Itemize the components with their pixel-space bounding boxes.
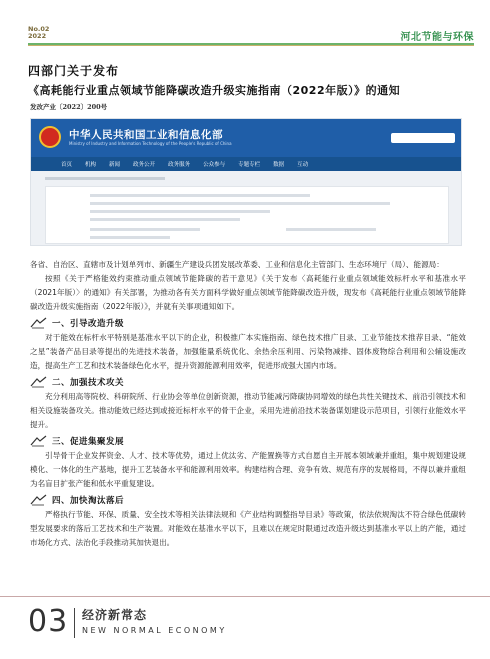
website-breadcrumb [45, 177, 165, 182]
issue-year: 2022 [28, 32, 47, 40]
section-heading [30, 434, 466, 448]
website-nav-item: 政务公开 [133, 162, 156, 168]
footer-rule [0, 596, 490, 597]
pen-stroke-icon [30, 376, 48, 388]
section-paragraph: 引导骨干企业发挥资金、人才、技术等优势，通过上优汰劣、产能置换等方式自愿自主开展本领域兼并重组，集中规划建设规模化、一体化的生产基地，提升工艺装备水平和能源利用效率。构建结构合理、竞争有效、规范有序的发展格局，不得以兼并重组为名盲目扩张产能和低水平重复建设。 [30, 451, 466, 488]
website-nav-item: 公众参与 [203, 162, 226, 168]
recipients-paragraph: 各省、自治区、直辖市及计划单列市、新疆生产建设兵团发展改革委、工业和信息化主管部门、生态环境厅（局）、能源局： [30, 260, 444, 269]
page-header [0, 0, 490, 44]
pen-stroke-icon [30, 435, 48, 447]
website-title-en: Ministry of Industry and Information Technology of the People's Republic of China [69, 141, 232, 146]
page-number: 03 [28, 604, 69, 639]
issue-number: No.02 [28, 25, 50, 33]
website-nav-item: 互动 [297, 162, 309, 168]
footer-separator [74, 608, 75, 638]
section-paragraph: 对于能效在标杆水平特别是基准水平以下的企业，积极推广本实施指南、绿色技术推广目录、工业节能技术推荐目录、“能效之星”装备产品目录等提出的先进技术装备，加强能量系统优化、余热余压利用、污染物减排、固体废物综合利用和公辅设施改造，提高生产工艺和技术装备绿色化水平，提升资源能源利用效率，促进形成强大国内市场。 [30, 333, 466, 370]
website-document-panel [45, 186, 449, 244]
section-heading-text: 一、引导改造升级 [52, 319, 125, 329]
section-heading [30, 316, 466, 330]
article-title-line2: 《高耗能行业重点领域节能降碳改造升级实施指南（2022年版）》的通知 [28, 84, 401, 97]
pen-stroke-icon [30, 494, 48, 506]
section-heading-text: 四、加快淘汰落后 [52, 496, 125, 506]
website-nav-item: 首页 [61, 162, 73, 168]
section-paragraph: 充分利用高等院校、科研院所、行业协会等单位创新资源，推动节能减污降碳协同增效的绿色共性关键技术、前沿引领技术和相关设施装备攻关。推动能效已经达到或接近标杆水平的骨干企业，采用先进前沿技术装备谋划建设示范项目，引领行业能效水平提升。 [30, 392, 466, 429]
column-title-en: NEW NORMAL ECONOMY [82, 626, 227, 635]
national-emblem-icon [39, 126, 61, 148]
website-nav-item: 专题专栏 [238, 162, 261, 168]
document-number: 发改产业〔2022〕200号 [30, 103, 108, 111]
website-nav-item: 机构 [85, 162, 97, 168]
website-title: 中华人民共和国工业和信息化部 [69, 129, 223, 141]
article-body [30, 258, 466, 550]
website-search-box [391, 133, 455, 143]
article-title-line1: 四部门关于发布 [28, 64, 120, 78]
section-heading-text: 三、促进集聚发展 [52, 437, 125, 447]
section-title: 河北节能与环保 [400, 32, 474, 43]
website-screenshot [30, 118, 462, 246]
website-nav-item: 数据 [273, 162, 285, 168]
pen-stroke-icon [30, 317, 48, 329]
section-heading-text: 二、加强技术攻关 [52, 378, 125, 388]
intro-paragraph: 按照《关于严格能效约束推动重点领域节能降碳的若干意见》《关于发布〈高耗能行业重点领域能效标杆水平和基准水平（2021年版）〉的通知》有关部署，为推动各有关方面科学做好重点领域节能降碳改造升级，现发布《高耗能行业重点领域节能降碳改造升级实施指南（2022年版）》，并就有关事项通知如下。 [30, 274, 466, 311]
section-paragraph: 严格执行节能、环保、质量、安全技术等相关法律法规和《产业结构调整指导目录》等政策，依法依规淘汰不符合绿色低碳转型发展要求的落后工艺技术和生产装置。对能效在基准水平以下，且难以在规定时限通过改造升级达到基准水平以上的产能，通过市场化方式、法治化手段推动其加快退出。 [30, 510, 466, 547]
website-nav-item: 政务服务 [168, 162, 191, 168]
website-header [31, 119, 462, 157]
issue-label [28, 26, 49, 40]
section-heading [30, 493, 466, 507]
website-nav-item: 新闻 [109, 162, 121, 168]
section-heading [30, 375, 466, 389]
column-title: 经济新常态 [82, 608, 148, 622]
website-nav [31, 157, 462, 171]
header-rule-accent [28, 45, 474, 46]
